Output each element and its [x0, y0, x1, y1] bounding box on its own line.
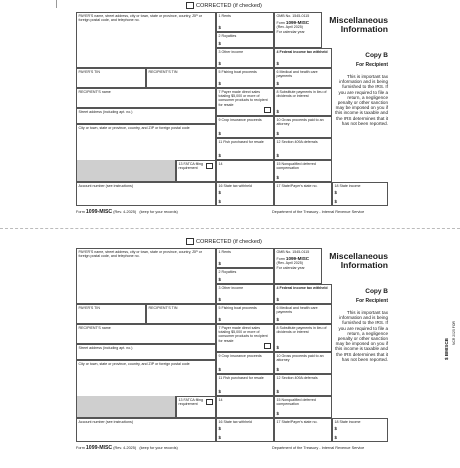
box-16-state-tax[interactable]: 16 State tax withheld $ $: [216, 418, 274, 442]
box-16-state-tax[interactable]: 16 State tax withheld $ $: [216, 182, 274, 206]
box-14[interactable]: 14: [216, 160, 274, 182]
form-footer-left: Form 1099-MISC (Rev. 4-2025) (keep for your records): [76, 445, 178, 451]
box-8-substitute-payments[interactable]: 8 Substitute payments in lieu of dividends or interest $: [274, 88, 332, 116]
box-15-nonqualified[interactable]: 15 Nonqualified deferred compensation $: [274, 160, 332, 182]
shaded-area: [76, 396, 176, 418]
payer-tin-field[interactable]: PAYER'S TIN: [76, 68, 146, 88]
box-15-nonqualified[interactable]: 15 Nonqualified deferred compensation $: [274, 396, 332, 418]
box-11-fish-purchased[interactable]: 11 Fish purchased for resale $: [216, 374, 274, 396]
box-7-direct-sales[interactable]: 7 Payer made direct sales totaling $5,000 or more of consumer products to recipient for resale: [216, 324, 274, 352]
omb-number: OMB No. 1545-0115: [276, 250, 310, 254]
important-tax-info-text: This is important tax information and is being furnished to the IRS. If you are required to file a return, a negligence penalty or other sanction may be imposed on you if this income is taxable and the IRS determines that it has not been reported.: [335, 74, 388, 126]
treasury-label: Department of the Treasury - Internal Revenue Service: [272, 446, 365, 450]
box-4-federal-tax-withheld[interactable]: 4 Federal income tax withheld $: [274, 284, 332, 304]
payer-info-field[interactable]: PAYER'S name, street address, city or town, state or province, country, ZIP or foreign postal code, and telephone no.: [76, 248, 216, 304]
payer-tin-field[interactable]: PAYER'S TIN: [76, 304, 146, 324]
payer-info-field[interactable]: PAYER'S name, street address, city or town, state or province, country, ZIP or foreign postal code, and telephone no.: [76, 12, 216, 68]
form-revision: (Rev. April 2025): [276, 261, 303, 266]
form-title: Miscellaneous Information: [329, 15, 388, 34]
form-footer-left: Form 1099-MISC (Rev. 4-2025) (keep for your records): [76, 209, 178, 215]
treasury-label: Department of the Treasury - Internal Revenue Service: [272, 210, 365, 214]
box-1-rents[interactable]: 1 Rents $: [216, 12, 274, 32]
box-4-federal-tax-withheld[interactable]: 4 Federal income tax withheld $: [274, 48, 332, 68]
box-9-crop-insurance[interactable]: 9 Crop insurance proceeds $: [216, 352, 274, 374]
shaded-area: [76, 160, 176, 182]
box-13-fatca[interactable]: 13 FATCA filing requirement: [176, 396, 216, 418]
copy-label: Copy B: [365, 288, 388, 295]
omb-block: OMB No. 1545-0115 Form 1099-MISC (Rev. April 2025) For calendar year: [274, 248, 322, 284]
box-1-rents[interactable]: 1 Rents $: [216, 248, 274, 268]
box-12-409a[interactable]: 12 Section 409A deferrals $: [274, 138, 332, 160]
copy-label: Copy B: [365, 52, 388, 59]
corrected-checkbox[interactable]: [186, 238, 194, 245]
box-9-crop-insurance[interactable]: 9 Crop insurance proceeds $: [216, 116, 274, 138]
edge-small-code: NCR 2025 FOR: [452, 321, 456, 345]
form-name: 1099-MISC: [285, 256, 310, 262]
recipient-tin-field[interactable]: RECIPIENT'S TIN: [146, 68, 216, 88]
corrected-checkbox-row[interactable]: [186, 2, 262, 9]
calendar-year-label: For calendar year: [276, 29, 305, 34]
corrected-label: CORRECTED (if checked): [196, 2, 262, 9]
street-address-field[interactable]: Street address (including apt. no.): [76, 108, 216, 124]
city-state-zip-field[interactable]: City or town, state or province, country, and ZIP or foreign postal code: [76, 360, 216, 418]
box-3-other-income[interactable]: 3 Other income $: [216, 48, 274, 68]
edge-form-code: $ BMISCB: [444, 338, 449, 360]
box-5-fishing-boat[interactable]: 5 Fishing boat proceeds $: [216, 304, 274, 324]
box-8-substitute-payments[interactable]: 8 Substitute payments in lieu of dividends or interest $: [274, 324, 332, 352]
form-1099-misc: [76, 2, 388, 232]
perforation-line: [56, 0, 57, 8]
box-18-state-income[interactable]: 18 State income $ $: [332, 418, 388, 442]
account-number-field[interactable]: Account number (see instructions): [76, 418, 216, 442]
box-10-attorney[interactable]: 10 Gross proceeds paid to an attorney $: [274, 116, 332, 138]
recipient-tin-field[interactable]: RECIPIENT'S TIN: [146, 304, 216, 324]
box-2-royalties[interactable]: 2 Royalties $: [216, 32, 274, 48]
for-recipient-label: For Recipient: [356, 298, 388, 304]
box-7-direct-sales[interactable]: 7 Payer made direct sales totaling $5,000 or more of consumer products to recipient for resale: [216, 88, 274, 116]
box-17-state-no[interactable]: 17 State/Payer's state no.: [274, 418, 332, 442]
box-2-royalties[interactable]: 2 Royalties $: [216, 268, 274, 284]
box-12-409a[interactable]: 12 Section 409A deferrals $: [274, 374, 332, 396]
calendar-year-label: For calendar year: [276, 265, 305, 270]
box-14[interactable]: 14: [216, 396, 274, 418]
box-17-state-no[interactable]: 17 State/Payer's state no.: [274, 182, 332, 206]
omb-number: OMB No. 1545-0115: [276, 14, 310, 18]
form-name: 1099-MISC: [285, 20, 310, 26]
box-3-other-income[interactable]: 3 Other income $: [216, 284, 274, 304]
corrected-checkbox-row[interactable]: [186, 238, 262, 245]
city-state-zip-field[interactable]: City or town, state or province, country, and ZIP or foreign postal code: [76, 124, 216, 182]
box-13-fatca[interactable]: 13 FATCA filing requirement: [176, 160, 216, 182]
omb-block: OMB No. 1545-0115 Form 1099-MISC (Rev. April 2025) For calendar year: [274, 12, 322, 48]
important-tax-info-text: This is important tax information and is being furnished to the IRS. If you are required to file a return, a negligence penalty or other sanction may be imposed on you if this income is taxable and the IRS determines that it has not been reported.: [335, 310, 388, 362]
form-1099-misc: [76, 238, 388, 468]
box-18-state-income[interactable]: 18 State income $ $: [332, 182, 388, 206]
recipient-name-field[interactable]: RECIPIENT'S name: [76, 88, 216, 108]
corrected-label: CORRECTED (if checked): [196, 238, 262, 245]
recipient-name-field[interactable]: RECIPIENT'S name: [76, 324, 216, 344]
box-5-fishing-boat[interactable]: 5 Fishing boat proceeds $: [216, 68, 274, 88]
for-recipient-label: For Recipient: [356, 62, 388, 68]
form-title: Miscellaneous Information: [329, 251, 388, 270]
corrected-checkbox[interactable]: [186, 2, 194, 9]
box-10-attorney[interactable]: 10 Gross proceeds paid to an attorney $: [274, 352, 332, 374]
box-11-fish-purchased[interactable]: 11 Fish purchased for resale $: [216, 138, 274, 160]
account-number-field[interactable]: Account number (see instructions): [76, 182, 216, 206]
street-address-field[interactable]: Street address (including apt. no.): [76, 344, 216, 360]
box-6-medical[interactable]: 6 Medical and health care payments $: [274, 304, 332, 324]
box-6-medical[interactable]: 6 Medical and health care payments $: [274, 68, 332, 88]
form-revision: (Rev. April 2025): [276, 25, 303, 30]
